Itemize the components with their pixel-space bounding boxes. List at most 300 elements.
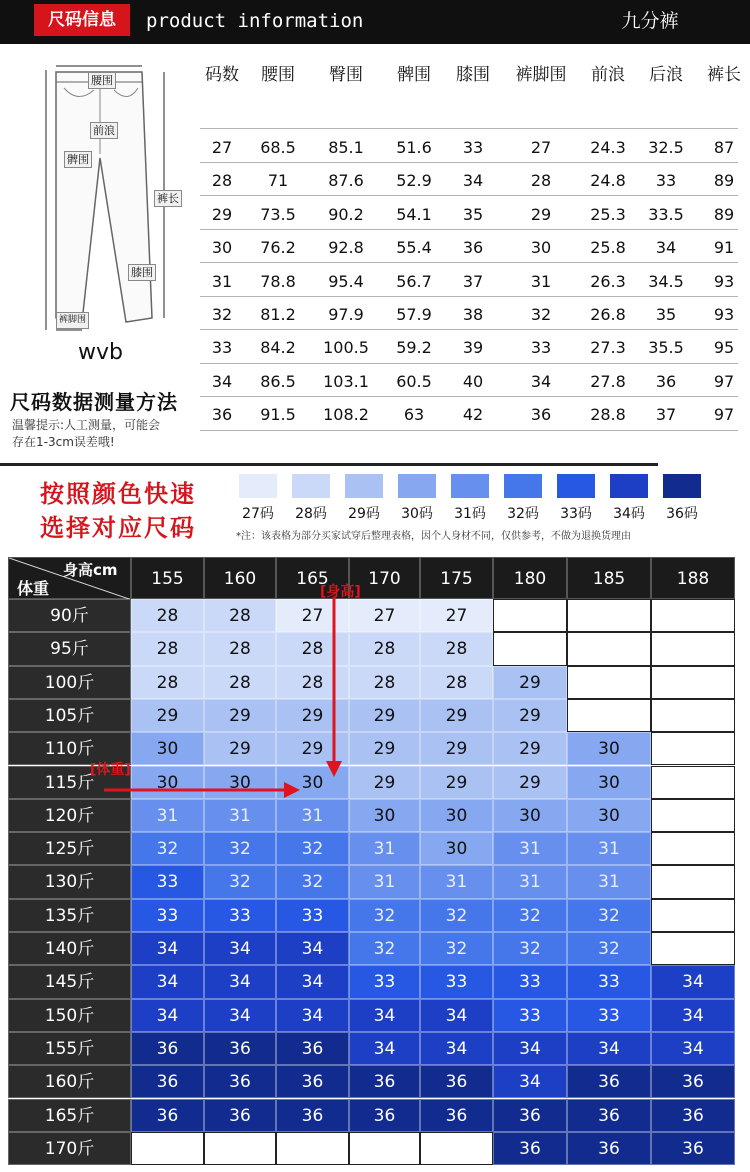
size-grid-cell: 30 [131, 732, 204, 765]
header-tag: 尺码信息 [34, 4, 130, 36]
size-grid-cell: 36 [204, 1065, 276, 1098]
size-cell: 29 [530, 204, 552, 224]
size-grid-cell [651, 666, 735, 699]
front-rise-label: 前浪 [90, 122, 118, 139]
size-cell: 103.1 [323, 371, 369, 391]
size-cell: 52.9 [396, 171, 432, 191]
size-cell: 28 [530, 171, 552, 191]
size-cell: 37 [655, 405, 677, 425]
row-divider [200, 162, 738, 163]
size-cell: 32.5 [648, 138, 684, 157]
size-grid-cell: 32 [349, 932, 420, 965]
weight-header: 90斤 [8, 599, 131, 632]
weight-header: 115斤 [8, 766, 131, 799]
size-grid-cell: 36 [349, 1099, 420, 1132]
legend-swatch [610, 474, 648, 498]
size-grid-cell: 29 [349, 766, 420, 799]
size-grid-cell: 34 [204, 999, 276, 1032]
size-grid-cell: 28 [349, 666, 420, 699]
size-cell: 87.6 [328, 171, 364, 191]
size-grid-cell [651, 632, 735, 665]
size-grid-cell: 28 [131, 666, 204, 699]
size-cell: 63 [403, 405, 425, 425]
height-header: 165 [276, 557, 349, 599]
size-grid-cell: 29 [276, 699, 349, 732]
size-grid-cell: 36 [651, 1132, 735, 1165]
length-label: 裤长 [154, 190, 182, 207]
legend-swatch [557, 474, 595, 498]
size-cell: 91.5 [260, 405, 296, 425]
weight-header: 170斤 [8, 1132, 131, 1165]
size-cell: 28 [211, 171, 233, 191]
size-grid-cell: 29 [349, 732, 420, 765]
legend-label: 30码 [401, 506, 433, 522]
size-grid-cell: 30 [420, 799, 493, 832]
size-grid-cell [651, 766, 735, 799]
height-marker: [身高] [320, 584, 361, 600]
size-cell: 89 [713, 204, 735, 224]
size-grid-cell [651, 599, 735, 632]
size-cell: 24.3 [590, 138, 626, 157]
size-grid-cell: 36 [131, 1032, 204, 1065]
size-grid-cell: 34 [567, 1032, 651, 1065]
row-divider [200, 363, 738, 364]
size-cell: 32 [530, 305, 552, 324]
size-grid-cell: 28 [349, 632, 420, 665]
weight-header: 95斤 [8, 632, 131, 665]
size-cell: 68.5 [260, 138, 296, 157]
size-cell: 33 [462, 138, 484, 157]
size-grid-cell: 29 [493, 732, 567, 765]
weight-header: 160斤 [8, 1065, 131, 1098]
size-grid-cell: 33 [131, 865, 204, 898]
size-cell: 30 [530, 238, 552, 258]
size-grid-cell: 34 [651, 965, 735, 998]
size-grid-cell: 32 [420, 899, 493, 932]
size-grid-cell: 29 [420, 766, 493, 799]
weight-header: 145斤 [8, 965, 131, 998]
size-grid-cell: 36 [567, 1132, 651, 1165]
size-grid-cell: 28 [204, 666, 276, 699]
weight-header: 150斤 [8, 999, 131, 1032]
legend-title-line2: 选择对应尺码 [40, 514, 196, 542]
size-cell: 33 [655, 171, 677, 191]
legend-swatch [345, 474, 383, 498]
size-cell: 95 [713, 338, 735, 358]
size-cell: 33 [211, 338, 233, 358]
size-grid-cell: 31 [204, 799, 276, 832]
weight-header: 100斤 [8, 666, 131, 699]
size-grid-cell: 31 [420, 865, 493, 898]
size-grid-cell: 29 [420, 732, 493, 765]
size-grid-cell: 32 [493, 899, 567, 932]
size-grid-cell: 28 [420, 666, 493, 699]
legend-swatch [663, 474, 701, 498]
size-col-header: 腰围 [261, 65, 295, 85]
size-grid-cell: 29 [493, 699, 567, 732]
legend-swatch [504, 474, 542, 498]
weight-header: 165斤 [8, 1099, 131, 1132]
size-grid-cell: 30 [204, 766, 276, 799]
size-grid-cell [567, 632, 651, 665]
product-type: 九分裤 [621, 10, 679, 32]
size-grid-cell: 28 [420, 632, 493, 665]
size-grid-cell: 34 [276, 999, 349, 1032]
size-grid-cell: 36 [276, 1032, 349, 1065]
height-header: 170 [349, 557, 420, 599]
row-divider [200, 296, 738, 297]
row-divider [200, 396, 738, 397]
size-cell: 27.8 [590, 371, 626, 391]
header-title: product information [146, 10, 364, 32]
size-cell: 85.1 [328, 138, 364, 157]
size-grid-cell: 34 [349, 999, 420, 1032]
height-header: 160 [204, 557, 276, 599]
weight-header: 110斤 [8, 732, 131, 765]
size-cell: 36 [655, 371, 677, 391]
size-grid-cell: 36 [204, 1032, 276, 1065]
size-cell: 100.5 [323, 338, 369, 358]
size-grid-cell: 30 [276, 766, 349, 799]
size-grid-cell: 32 [204, 865, 276, 898]
size-grid-cell: 31 [349, 865, 420, 898]
size-grid-cell: 36 [651, 1099, 735, 1132]
size-cell: 97.9 [328, 305, 364, 324]
size-cell: 27 [211, 138, 233, 157]
size-grid-cell: 32 [276, 865, 349, 898]
knee-label: 膝围 [128, 264, 156, 281]
size-cell: 25.3 [590, 204, 626, 224]
size-recommendation-grid [8, 557, 740, 1165]
size-cell: 86.5 [260, 371, 296, 391]
size-grid-cell: 29 [493, 766, 567, 799]
size-grid-cell: 33 [567, 999, 651, 1032]
size-cell: 33 [530, 338, 552, 358]
size-grid-cell: 31 [567, 865, 651, 898]
size-grid-cell: 36 [204, 1099, 276, 1132]
size-grid-cell: 28 [276, 666, 349, 699]
height-header: 188 [651, 557, 735, 599]
size-grid-cell: 32 [276, 832, 349, 865]
size-grid-cell: 29 [131, 699, 204, 732]
corner-weight-label: 体重 [17, 579, 50, 598]
row-divider [200, 195, 738, 196]
size-grid-cell: 31 [493, 832, 567, 865]
size-grid-cell: 31 [131, 799, 204, 832]
size-grid-cell [420, 1132, 493, 1165]
size-cell: 35.5 [648, 338, 684, 358]
size-grid-cell: 32 [349, 899, 420, 932]
row-divider [200, 329, 738, 330]
size-grid-cell: 32 [131, 832, 204, 865]
size-cell: 90.2 [328, 204, 364, 224]
tip-line-1: 温馨提示:人工测量，可能会 [12, 418, 161, 432]
size-cell: 31 [530, 271, 552, 291]
size-cell: 34 [211, 371, 233, 391]
size-cell: 51.6 [396, 138, 432, 157]
size-grid-cell: 34 [349, 1032, 420, 1065]
size-grid-cell: 36 [567, 1099, 651, 1132]
size-cell: 87 [713, 138, 735, 157]
size-grid-cell [651, 699, 735, 732]
size-col-header: 后浪 [649, 65, 683, 85]
size-cell: 54.1 [396, 204, 432, 224]
size-cell: 35 [462, 204, 484, 224]
size-cell: 81.2 [260, 305, 296, 324]
legend-swatch [451, 474, 489, 498]
weight-header: 155斤 [8, 1032, 131, 1065]
legend-label: 27码 [242, 506, 274, 522]
size-grid-cell: 32 [204, 832, 276, 865]
size-cell: 108.2 [323, 405, 369, 425]
size-grid-cell [651, 899, 735, 932]
size-grid-cell [567, 599, 651, 632]
legend-label: 31码 [454, 506, 486, 522]
size-cell: 32 [211, 305, 233, 324]
size-grid-cell [651, 732, 735, 765]
thigh-label: 髀围 [64, 151, 92, 168]
size-col-header: 膝围 [456, 65, 490, 85]
legend-swatch [239, 474, 277, 498]
size-grid-cell: 33 [493, 999, 567, 1032]
size-grid-cell: 27 [349, 599, 420, 632]
legend-note: *注：该表格为部分买家试穿后整理表格，因个人身材不同，仅供参考，不做为退换货理由 [236, 531, 631, 542]
size-col-header: 臀围 [329, 65, 363, 85]
size-cell: 27 [530, 138, 552, 157]
size-grid-cell: 36 [420, 1065, 493, 1098]
weight-header: 140斤 [8, 932, 131, 965]
height-header: 155 [131, 557, 204, 599]
size-grid-cell: 29 [204, 699, 276, 732]
row-divider [200, 128, 738, 129]
size-grid-cell: 30 [420, 832, 493, 865]
size-grid-cell [567, 699, 651, 732]
size-grid-cell: 33 [349, 965, 420, 998]
grid-corner [8, 557, 131, 599]
size-grid-cell: 31 [276, 799, 349, 832]
legend-title-line1: 按照颜色快速 [40, 480, 196, 508]
size-cell: 25.8 [590, 238, 626, 258]
section-divider [0, 463, 658, 466]
size-grid-cell: 34 [204, 965, 276, 998]
size-grid-cell: 33 [493, 965, 567, 998]
size-cell: 93 [713, 305, 735, 324]
size-cell: 33.5 [648, 204, 684, 224]
size-grid-cell: 36 [131, 1099, 204, 1132]
size-cell: 73.5 [260, 204, 296, 224]
size-grid-cell: 36 [276, 1099, 349, 1132]
size-grid-cell: 34 [651, 1032, 735, 1065]
size-grid-cell: 33 [131, 899, 204, 932]
row-divider [200, 229, 738, 230]
legend-label: 28码 [295, 506, 327, 522]
size-cell: 97 [713, 405, 735, 425]
size-cell: 34 [462, 171, 484, 191]
size-grid-cell: 33 [567, 965, 651, 998]
size-cell: 36 [211, 405, 233, 425]
size-grid-cell: 28 [204, 632, 276, 665]
size-grid-cell: 31 [349, 832, 420, 865]
size-cell: 60.5 [396, 371, 432, 391]
size-cell: 59.2 [396, 338, 432, 358]
height-header: 175 [420, 557, 493, 599]
size-cell: 93 [713, 271, 735, 291]
size-cell: 97 [713, 371, 735, 391]
waist-label: 腰围 [88, 72, 116, 89]
size-col-header: 裤脚围 [515, 65, 567, 85]
size-grid-cell: 32 [567, 899, 651, 932]
size-grid-cell: 34 [131, 932, 204, 965]
size-cell: 34.5 [648, 271, 684, 291]
size-grid-cell: 27 [420, 599, 493, 632]
size-grid-cell: 29 [493, 666, 567, 699]
size-grid-cell: 29 [204, 732, 276, 765]
size-grid-cell: 29 [420, 699, 493, 732]
size-grid-cell: 34 [131, 999, 204, 1032]
size-col-header: 髀围 [397, 65, 431, 85]
size-grid-cell [493, 599, 567, 632]
size-grid-cell: 36 [349, 1065, 420, 1098]
size-cell: 84.2 [260, 338, 296, 358]
size-grid-cell: 31 [493, 865, 567, 898]
size-col-header: 前浪 [591, 65, 625, 85]
size-grid-cell: 28 [131, 632, 204, 665]
size-grid-cell: 33 [420, 965, 493, 998]
legend-label: 32码 [507, 506, 539, 522]
weight-header: 120斤 [8, 799, 131, 832]
size-cell: 29 [211, 204, 233, 224]
size-grid-cell: 34 [204, 932, 276, 965]
size-cell: 26.3 [590, 271, 626, 291]
size-grid-cell: 28 [204, 599, 276, 632]
size-grid-cell: 34 [493, 1065, 567, 1098]
weight-marker: [体重] [90, 762, 131, 778]
size-grid-cell: 30 [567, 732, 651, 765]
size-grid-cell: 33 [204, 899, 276, 932]
size-grid-cell [131, 1132, 204, 1165]
size-grid-cell [567, 666, 651, 699]
size-cell: 76.2 [260, 238, 296, 258]
size-cell: 30 [211, 238, 233, 258]
size-cell: 28.8 [590, 405, 626, 425]
brand-text: wvb [78, 340, 123, 365]
corner-height-label: 身高cm [63, 561, 118, 579]
size-grid-cell: 30 [567, 799, 651, 832]
size-grid-cell: 30 [131, 766, 204, 799]
row-divider [200, 430, 738, 431]
size-cell: 24.8 [590, 171, 626, 191]
legend-label: 36码 [666, 506, 698, 522]
size-cell: 38 [462, 305, 484, 324]
hem-label: 裤脚围 [56, 312, 89, 329]
height-header: 180 [493, 557, 567, 599]
weight-header: 105斤 [8, 699, 131, 732]
size-cell: 34 [655, 238, 677, 258]
size-grid-cell: 34 [276, 965, 349, 998]
height-header: 185 [567, 557, 651, 599]
size-cell: 89 [713, 171, 735, 191]
size-cell: 92.8 [328, 238, 364, 258]
size-grid-cell: 28 [131, 599, 204, 632]
size-grid-cell: 28 [276, 632, 349, 665]
size-cell: 56.7 [396, 271, 432, 291]
legend-label: 34码 [613, 506, 645, 522]
size-grid-cell [651, 832, 735, 865]
legend-label: 29码 [348, 506, 380, 522]
size-cell: 34 [530, 371, 552, 391]
size-cell: 91 [713, 238, 735, 258]
size-grid-cell: 29 [349, 699, 420, 732]
weight-header: 135斤 [8, 899, 131, 932]
size-col-header: 码数 [205, 65, 239, 85]
method-title: 尺码数据测量方法 [10, 390, 178, 414]
size-cell: 42 [462, 405, 484, 425]
size-cell: 71 [267, 171, 289, 191]
size-grid-cell: 30 [567, 766, 651, 799]
size-cell: 31 [211, 271, 233, 291]
size-grid-cell: 36 [567, 1065, 651, 1098]
size-cell: 78.8 [260, 271, 296, 291]
size-cell: 37 [462, 271, 484, 291]
size-grid-cell: 31 [567, 832, 651, 865]
size-cell: 40 [462, 371, 484, 391]
size-grid-cell: 29 [276, 732, 349, 765]
size-grid-cell: 30 [349, 799, 420, 832]
size-cell: 35 [655, 305, 677, 324]
size-grid-cell: 32 [420, 932, 493, 965]
size-grid-cell: 32 [567, 932, 651, 965]
size-cell: 95.4 [328, 271, 364, 291]
size-grid-cell: 27 [276, 599, 349, 632]
size-grid-cell: 36 [493, 1099, 567, 1132]
size-grid-cell [651, 865, 735, 898]
size-cell: 57.9 [396, 305, 432, 324]
size-grid-cell [349, 1132, 420, 1165]
size-cell: 26.8 [590, 305, 626, 324]
size-cell: 55.4 [396, 238, 432, 258]
size-grid-cell: 32 [493, 932, 567, 965]
weight-header: 125斤 [8, 832, 131, 865]
size-grid-cell: 36 [276, 1065, 349, 1098]
size-grid-cell: 36 [420, 1099, 493, 1132]
size-cell: 39 [462, 338, 484, 358]
size-cell: 36 [530, 405, 552, 425]
size-grid-cell: 34 [651, 999, 735, 1032]
size-grid-cell: 34 [493, 1032, 567, 1065]
size-grid-cell [204, 1132, 276, 1165]
size-grid-cell: 34 [420, 1032, 493, 1065]
size-grid-cell: 33 [276, 899, 349, 932]
size-grid-cell: 30 [493, 799, 567, 832]
weight-header: 130斤 [8, 865, 131, 898]
tip-line-2: 存在1-3cm误差哦! [12, 435, 115, 449]
size-grid-cell [276, 1132, 349, 1165]
size-grid-cell: 34 [420, 999, 493, 1032]
size-grid-cell: 36 [651, 1065, 735, 1098]
row-divider [200, 262, 738, 263]
size-grid-cell: 34 [276, 932, 349, 965]
size-grid-cell: 36 [131, 1065, 204, 1098]
corner-diagonal [9, 558, 132, 600]
size-grid-cell [493, 632, 567, 665]
size-grid-cell: 36 [493, 1132, 567, 1165]
size-grid-cell [651, 799, 735, 832]
size-grid-cell: 34 [131, 965, 204, 998]
legend-swatch [398, 474, 436, 498]
size-col-header: 裤长 [707, 65, 741, 85]
size-grid-cell [651, 932, 735, 965]
legend-swatch [292, 474, 330, 498]
